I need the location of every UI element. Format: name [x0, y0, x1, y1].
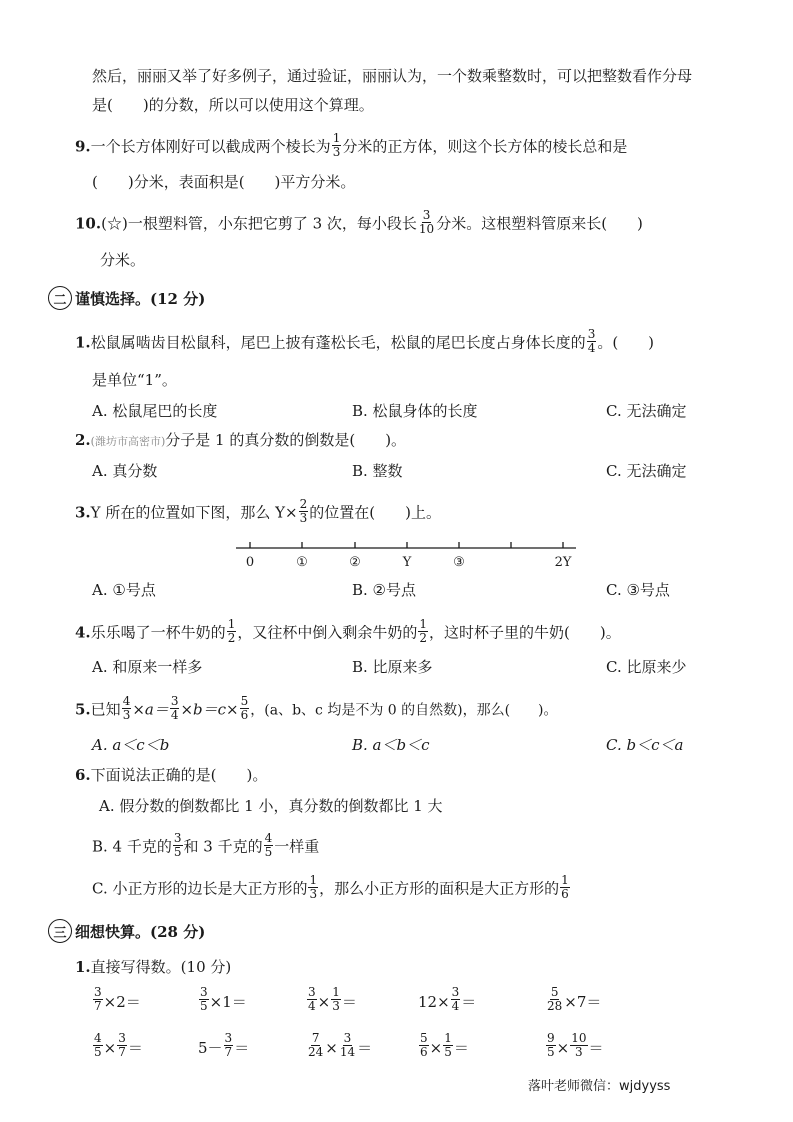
- q8-line2: 是( )的分数，所以可以使用这个算理。: [92, 96, 374, 114]
- section-number-circle: 三: [48, 919, 72, 943]
- calc-item: $\frac{4}{5}$ × $\frac{3}{7}$ ＝: [94, 1031, 143, 1059]
- option-c: C. 比原来少: [606, 658, 687, 676]
- option-c: C. b＜c＜a: [606, 736, 684, 754]
- option-b: B. 比原来多: [352, 658, 433, 676]
- option-b: B. ②号点: [352, 581, 417, 599]
- s2-q6-line1: 6.下面说法正确的是( )。: [75, 766, 268, 784]
- option-c: C. ③号点: [606, 581, 670, 599]
- fraction: $\frac{1}{6}$: [561, 873, 569, 901]
- calc-item: $\frac{3}{7}$ ×2＝: [94, 985, 141, 1013]
- tick-label-3: ③: [453, 555, 465, 570]
- s2-q1-line2: 是单位“1”。: [92, 371, 177, 389]
- fraction: $\frac{4}{5}$: [264, 831, 273, 859]
- option-c: C. 小正方形的边长是大正方形的 $\frac{1}{3}$ ，那么小正方形的面积是大正方形的 $\frac{1}{6}$: [92, 873, 569, 901]
- s2-q2-line1: 2.(潍坊市高密市)分子是 1 的真分数的倒数是( )。: [75, 431, 407, 449]
- option-a: A. 假分数的倒数都比 1 小，真分数的倒数都比 1 大: [99, 797, 443, 815]
- question-number: 6.: [75, 766, 91, 784]
- fraction: $\frac{1}{3}$: [309, 873, 318, 901]
- section-number-circle: 二: [48, 286, 72, 310]
- option-a: A. a＜c＜b: [92, 736, 170, 754]
- question-number: 1.: [75, 958, 91, 976]
- option-a: A. 松鼠尾巴的长度: [92, 402, 218, 420]
- section-title: 谨慎选择。(12 分): [75, 289, 206, 308]
- fraction: $\frac{1}{3}$: [332, 131, 341, 159]
- fraction: $\frac{3}{4}$: [587, 327, 596, 355]
- option-b: B. 松鼠身体的长度: [352, 402, 478, 420]
- fraction: $\frac{4}{3}$: [122, 694, 131, 722]
- tick-label-1: ①: [296, 555, 308, 570]
- fraction: $\frac{2}{3}$: [299, 497, 308, 525]
- option-a: A. 和原来一样多: [92, 658, 203, 676]
- s2-q4-line1: 4.乐乐喝了一杯牛奶的 $\frac{1}{2}$ ，又往杯中倒入剩余牛奶的 $\frac{1}{2}$ ，这时杯子里的牛奶( )。: [75, 617, 621, 645]
- question-number: 3.: [75, 503, 91, 522]
- tick-label-2y: 2Y: [554, 555, 572, 570]
- q8-line1: 然后，丽丽又举了好多例子，通过验证，丽丽认为，一个数乘整数时，可以把整数看作分母: [92, 67, 693, 85]
- s3-q1-title: 1.直接写得数。(10 分): [75, 958, 232, 976]
- fraction: $\frac{1}{2}$: [227, 617, 236, 645]
- option-c: C. 无法确定: [606, 402, 687, 420]
- option-b: B. a＜b＜c: [352, 736, 430, 754]
- fraction: $\frac{1}{2}$: [419, 617, 427, 645]
- tick-label-0: 0: [245, 555, 255, 570]
- question-number: 4.: [75, 623, 91, 642]
- fraction: $\frac{3}{4}$: [170, 694, 179, 722]
- question-number: 5.: [75, 700, 91, 719]
- option-b: B. 整数: [352, 462, 403, 480]
- source-tag: (潍坊市高密市): [90, 435, 166, 448]
- calc-item: $\frac{5}{6}$ × $\frac{1}{5}$ ＝: [420, 1031, 469, 1059]
- calc-item: $\frac{7}{24}$ × $\frac{3}{14}$ ＝: [308, 1031, 373, 1059]
- s2-q1-line1: 1.松鼠属啮齿目松鼠科，尾巴上披有蓬松长毛，松鼠的尾巴长度占身体长度的 $\frac{3}{4}$ 。( ): [75, 327, 655, 355]
- s2-q3-line1: 3.Y 所在的位置如下图，那么 Y× $\frac{2}{3}$ 的位置在( )上。: [75, 497, 441, 525]
- calc-item: $\frac{5}{28}$ ×7＝: [547, 985, 602, 1013]
- calc-item: $\frac{3}{5}$ ×1＝: [200, 985, 247, 1013]
- calc-item: $\frac{9}{5}$ × $\frac{10}{3}$ ＝: [547, 1031, 604, 1059]
- option-b: B. 4 千克的 $\frac{3}{5}$ 和 3 千克的 $\frac{4}{5}$ 一样重: [92, 831, 320, 859]
- fraction: $\frac{3}{5}$: [173, 831, 182, 859]
- s2-q5-line1: 5.已知 $\frac{4}{3}$ ×a＝ $\frac{3}{4}$ ×b＝c× $\frac{5}{6}$ ，(a、b、c 均是不为 0 的自然数)，那么( )。: [75, 694, 558, 722]
- tick-label-2: ②: [349, 555, 361, 570]
- question-number: 2.: [75, 431, 91, 449]
- calc-item: 12× $\frac{3}{4}$ ＝: [418, 985, 477, 1013]
- fraction: $\frac{3}{10}$: [418, 208, 435, 236]
- q10-line2: 分米。: [100, 251, 146, 269]
- option-c: C. 无法确定: [606, 462, 687, 480]
- option-a: A. 真分数: [92, 462, 158, 480]
- section-title: 细想快算。(28 分): [75, 922, 206, 941]
- question-number: 1.: [75, 333, 91, 352]
- tick-label-y: Y: [402, 555, 412, 570]
- footer-watermark: 落叶老师微信：wjdyyss: [528, 1079, 671, 1094]
- calc-item: $\frac{3}{4}$ × $\frac{1}{3}$ ＝: [308, 985, 357, 1013]
- section-3-header: [48, 919, 205, 943]
- option-a: A. ①号点: [92, 581, 156, 599]
- question-number: 10.: [75, 214, 102, 233]
- fraction: $\frac{5}{6}$: [240, 694, 249, 722]
- question-number: 9.: [75, 137, 91, 156]
- q10-line1: 10.(☆)一根塑料管，小东把它剪了 3 次，每小段长 $\frac{3}{10}$ 分米。这根塑料管原来长( ): [75, 208, 643, 236]
- q9-line2: ( )分米，表面积是( )平方分米。: [92, 173, 356, 191]
- calc-item: 5－ $\frac{3}{7}$ ＝: [198, 1031, 250, 1059]
- q9-line1: 9.一个长方体刚好可以截成两个棱长为 $\frac{1}{3}$ 分米的正方体，则这个长方体的棱长总和是: [75, 131, 628, 159]
